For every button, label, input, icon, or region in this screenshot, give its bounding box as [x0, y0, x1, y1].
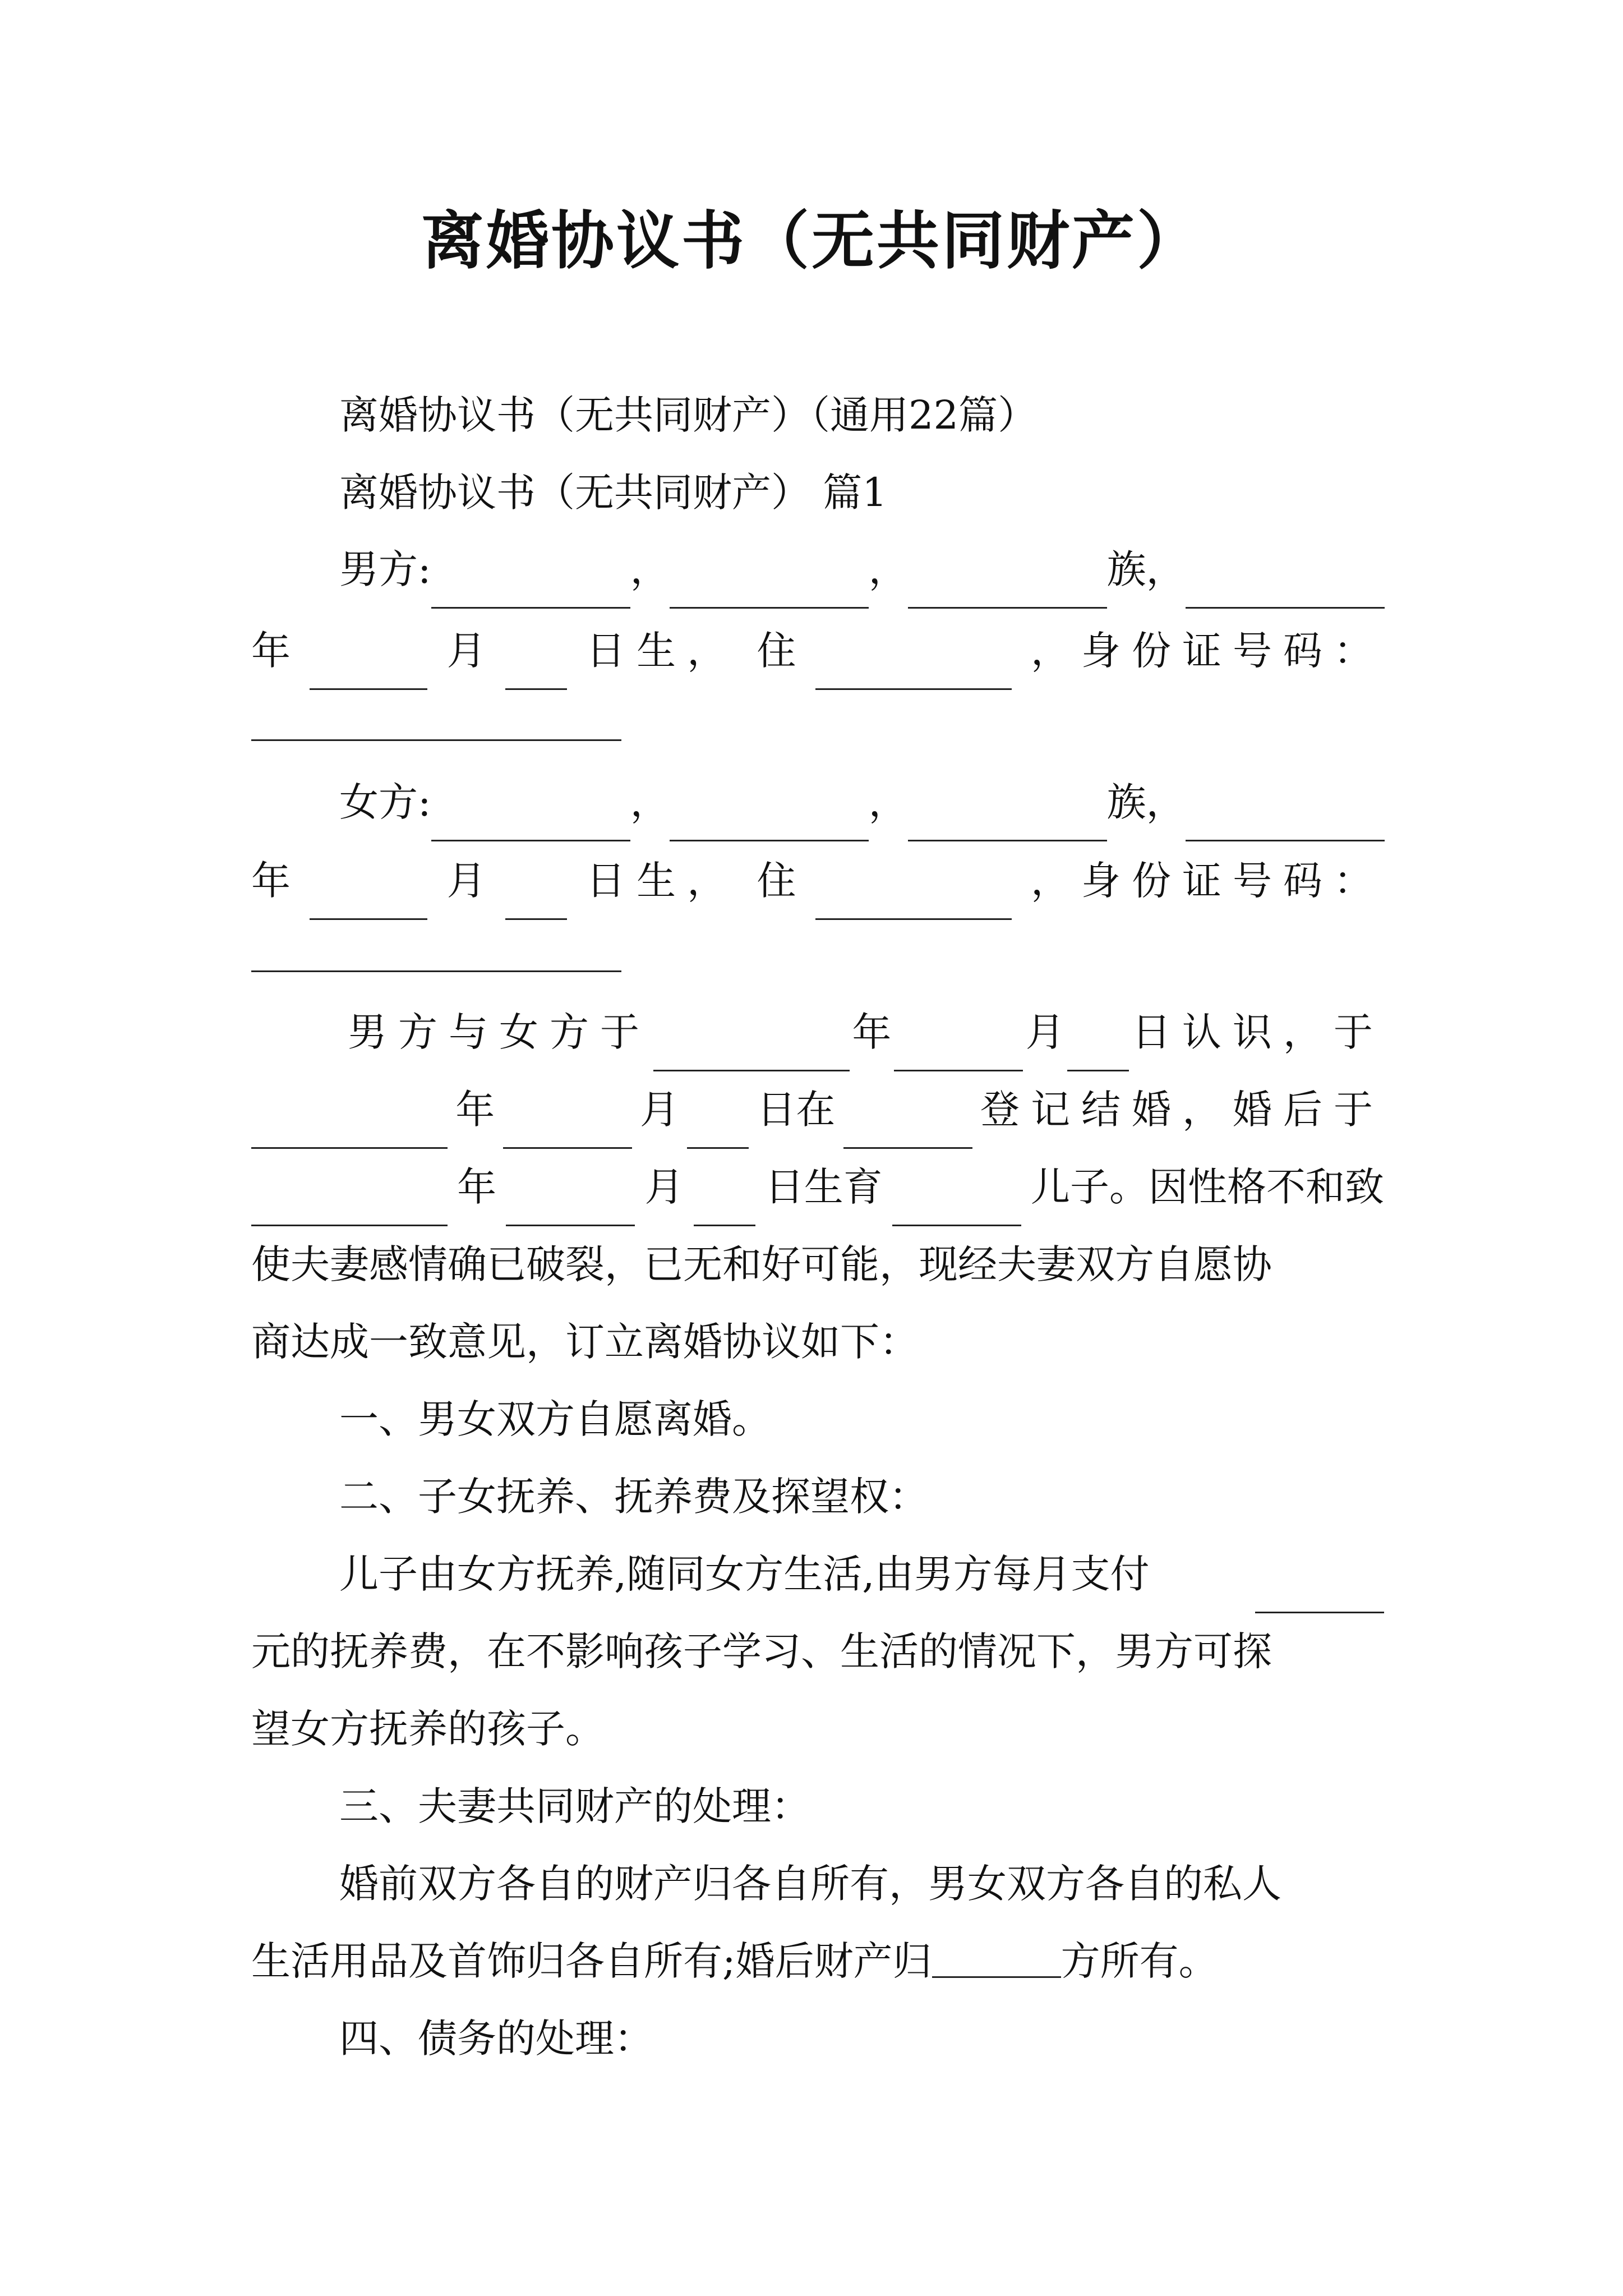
- meet-year-blank[interactable]: [653, 1027, 850, 1071]
- live-label: 住: [757, 628, 796, 674]
- intro-text: 登记结婚，婚后于: [980, 1087, 1384, 1133]
- month-label: 月: [1025, 1009, 1065, 1055]
- year-label: 年: [251, 628, 291, 674]
- female-name-blank[interactable]: [431, 797, 630, 841]
- marriage-month-blank[interactable]: [503, 1105, 632, 1149]
- male-gender-blank[interactable]: [670, 564, 869, 609]
- female-label: 女方:: [339, 779, 431, 825]
- registration-place-blank[interactable]: [843, 1105, 972, 1149]
- month-label: 月: [639, 1087, 679, 1133]
- day-born-label: 日生，: [586, 858, 738, 904]
- clause-2-line-2: 元的抚养费，在不影响孩子学习、生活的情况下，男方可探: [251, 1628, 1272, 1674]
- year-label: 年: [251, 858, 291, 904]
- female-ethnic-blank[interactable]: [908, 797, 1107, 841]
- female-id-number-blank[interactable]: [251, 970, 621, 972]
- year-label: 年: [852, 1009, 892, 1055]
- female-address-blank[interactable]: [815, 876, 1012, 920]
- comma: ，: [868, 779, 908, 825]
- intro-line-2: [251, 1070, 1384, 1149]
- year-label: 年: [457, 1164, 497, 1210]
- birth-day-blank[interactable]: [694, 1182, 755, 1226]
- intro-line-3: [251, 1148, 1384, 1226]
- clause-2-line-1: [339, 1535, 1384, 1613]
- male-birth-month-blank[interactable]: [310, 646, 427, 690]
- clause-3-line-1: 婚前双方各自的财产归各自所有，男女双方各自的私人: [339, 1861, 1281, 1907]
- male-id-number-blank[interactable]: [251, 739, 621, 741]
- clause-text: 生活用品及首饰归各自所有;婚后财产归: [251, 1938, 932, 1984]
- year-label: 年: [455, 1087, 495, 1133]
- intro-text: 日认识，于: [1131, 1009, 1384, 1055]
- intro-text: 日在: [757, 1087, 836, 1133]
- live-label: 住: [757, 858, 796, 904]
- meet-day-blank[interactable]: [1067, 1027, 1129, 1071]
- male-address-blank[interactable]: [815, 646, 1012, 690]
- male-birth-year-blank[interactable]: [1186, 564, 1385, 609]
- document-subtitle: 离婚协议书（无共同财产）（通用22篇）: [339, 392, 1038, 438]
- month-label: 月: [644, 1164, 684, 1210]
- clause-text: 方所有。: [1061, 1938, 1218, 1984]
- property-owner-blank[interactable]: [932, 1934, 1061, 1978]
- meet-month-blank[interactable]: [894, 1027, 1023, 1071]
- ethnic-label: 族，: [1106, 546, 1186, 592]
- female-party-line-1: [339, 763, 1384, 841]
- intro-text: 日生育: [764, 1164, 883, 1210]
- children-count-blank[interactable]: [892, 1182, 1021, 1226]
- birth-month-blank[interactable]: [506, 1182, 635, 1226]
- section-heading: 离婚协议书（无共同财产） 篇1: [339, 470, 887, 516]
- female-gender-blank[interactable]: [670, 797, 869, 841]
- clause-text: 儿子由女方抚养,随同女方生活,由男方每月支付: [339, 1551, 1150, 1597]
- female-birth-month-blank[interactable]: [310, 876, 427, 920]
- female-party-line-2: [251, 841, 1384, 920]
- male-party-line-2: [251, 611, 1384, 690]
- intro-line-5: 商达成一致意见，订立离婚协议如下：: [251, 1319, 919, 1365]
- marriage-day-blank[interactable]: [687, 1105, 749, 1149]
- day-born-label: 日生，: [586, 628, 738, 674]
- clause-3-line-2: [251, 1922, 1384, 2000]
- clause-3-title: 三、夫妻共同财产的处理：: [339, 1783, 810, 1829]
- marriage-year-blank[interactable]: [251, 1105, 448, 1149]
- female-birth-day-blank[interactable]: [505, 876, 567, 920]
- intro-line-1: [348, 993, 1384, 1071]
- intro-line-4: 使夫妻感情确已破裂，已无和好可能，现经夫妻双方自愿协: [251, 1241, 1272, 1287]
- clause-4-title: 四、债务的处理：: [339, 2016, 653, 2062]
- ethnic-label: 族，: [1106, 779, 1186, 825]
- document-title: 离婚协议书（无共同财产）: [421, 205, 1202, 278]
- intro-text: 男方与女方于: [348, 1009, 651, 1055]
- month-label: 月: [446, 628, 486, 674]
- comma: ，: [868, 546, 908, 592]
- male-name-blank[interactable]: [431, 564, 630, 609]
- clause-1: 一、男女双方自愿离婚。: [339, 1396, 771, 1442]
- male-birth-day-blank[interactable]: [505, 646, 567, 690]
- support-amount-blank[interactable]: [1255, 1569, 1384, 1613]
- female-birth-year-blank[interactable]: [1186, 797, 1385, 841]
- clause-2-title: 二、子女抚养、抚养费及探望权：: [339, 1474, 928, 1520]
- male-ethnic-blank[interactable]: [908, 564, 1107, 609]
- comma: ，: [630, 779, 670, 825]
- comma: ，: [630, 546, 670, 592]
- male-label: 男方:: [339, 546, 431, 592]
- month-label: 月: [446, 858, 486, 904]
- clause-2-line-3: 望女方抚养的孩子。: [251, 1706, 605, 1752]
- intro-text: 儿子。因性格不和致: [1030, 1164, 1384, 1210]
- male-party-line-1: [339, 530, 1384, 609]
- id-label: ，身份证号码：: [1030, 628, 1384, 674]
- birth-year-blank[interactable]: [251, 1182, 448, 1226]
- id-label: ，身份证号码：: [1030, 858, 1384, 904]
